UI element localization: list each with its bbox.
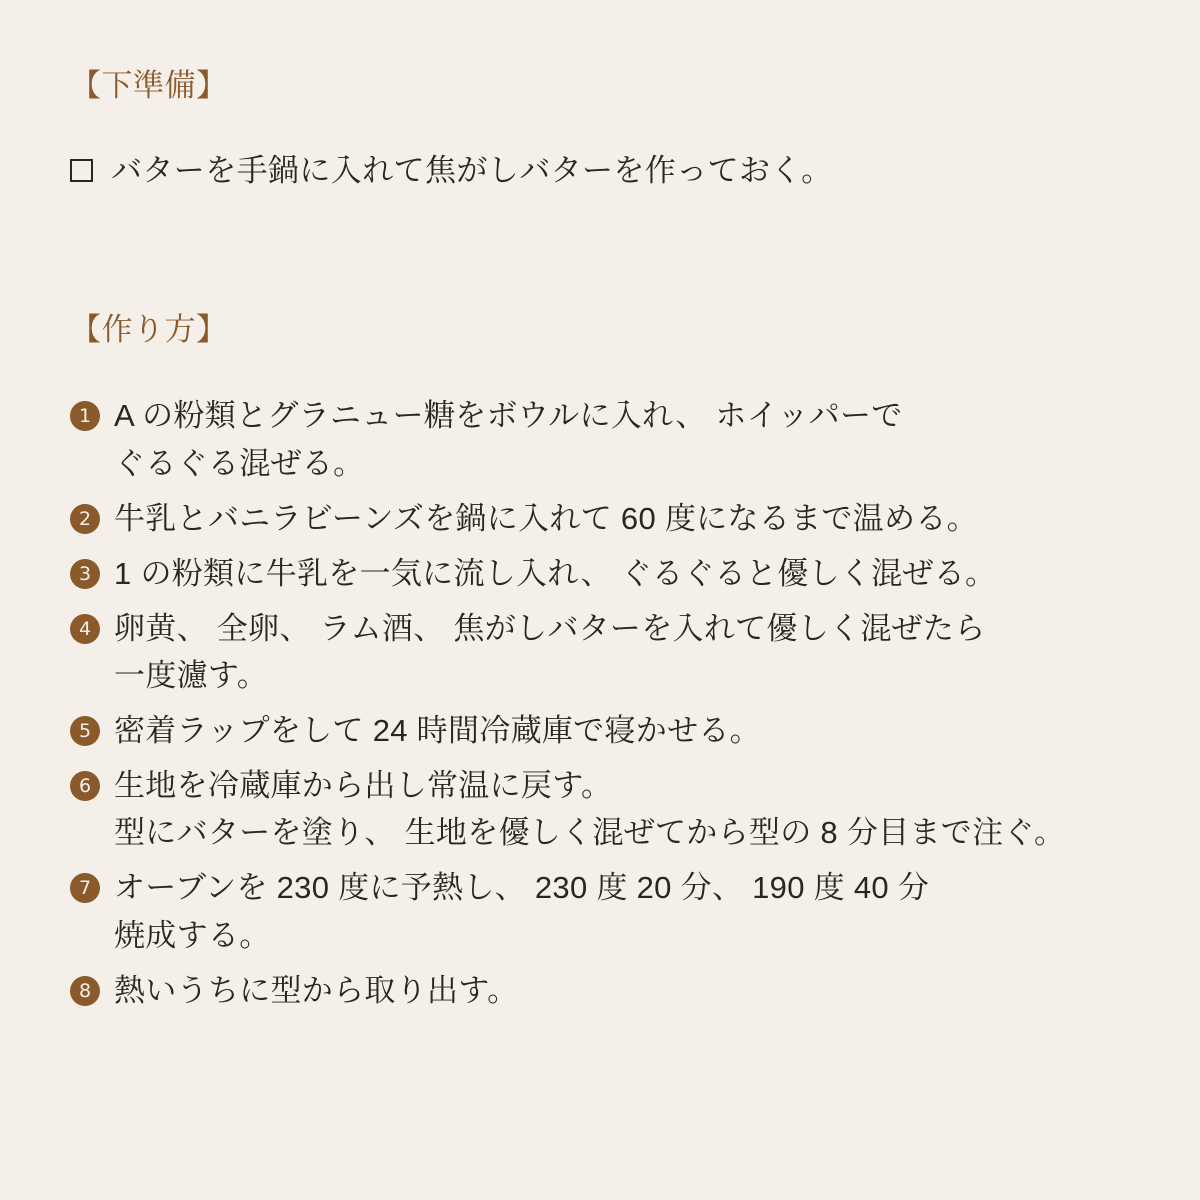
prep-item-text: バターを手鍋に入れて焦がしバターを作っておく。 bbox=[111, 153, 833, 189]
step-text-line: 牛乳とバニラビーンズを鍋に入れて 60 度になるまで温める。 bbox=[114, 500, 978, 536]
prep-item[interactable] bbox=[70, 150, 1130, 192]
prep-section bbox=[70, 66, 1130, 192]
step-number-badge: 2 bbox=[70, 504, 100, 534]
step-text-line: 型にバターを塗り、 生地を優しく混ぜてから型の 8 分目まで注ぐ。 bbox=[114, 815, 1066, 851]
method-heading: 【作り方】 bbox=[70, 312, 228, 348]
step-text-line: A の粉類とグラニュー糖をボウルに入れ、 ホイッパーで bbox=[114, 398, 903, 434]
step-text-line: 生地を冷蔵庫から出し常温に戻す。 bbox=[114, 768, 613, 804]
step-item bbox=[70, 864, 1130, 958]
step-item bbox=[70, 605, 1130, 699]
method-section bbox=[70, 310, 1130, 1014]
step-text-line: 焼成する。 bbox=[114, 917, 271, 953]
step-number-badge: 7 bbox=[70, 873, 100, 903]
step-item bbox=[70, 762, 1130, 856]
step-text-line: 密着ラップをして 24 時間冷蔵庫で寝かせる。 bbox=[114, 713, 761, 749]
step-text bbox=[114, 550, 996, 597]
step-text-line: 熱いうちに型から取り出す。 bbox=[114, 972, 519, 1008]
step-number-badge: 4 bbox=[70, 614, 100, 644]
step-number-badge: 3 bbox=[70, 559, 100, 589]
step-item bbox=[70, 495, 1130, 542]
step-text-line: オーブンを 230 度に予熱し、 230 度 20 分、 190 度 40 分 bbox=[114, 870, 930, 906]
step-number-badge: 5 bbox=[70, 716, 100, 746]
step-item bbox=[70, 967, 1130, 1014]
step-text bbox=[114, 762, 1065, 856]
step-text bbox=[114, 495, 978, 542]
step-text bbox=[114, 605, 986, 699]
prep-heading: 【下準備】 bbox=[70, 68, 228, 103]
step-text-line: 卵黄、 全卵、 ラム酒、 焦がしバターを入れて優しく混ぜたら bbox=[114, 610, 986, 646]
checkbox-icon[interactable] bbox=[70, 159, 93, 182]
step-number-badge: 1 bbox=[70, 401, 100, 431]
prep-list bbox=[70, 150, 1130, 192]
method-heading-wrap bbox=[70, 310, 1130, 350]
step-text bbox=[114, 967, 518, 1014]
step-text bbox=[114, 392, 903, 486]
step-text bbox=[114, 864, 929, 958]
step-number-badge: 8 bbox=[70, 976, 100, 1006]
step-text bbox=[114, 707, 761, 754]
step-list bbox=[70, 392, 1130, 1013]
step-item bbox=[70, 392, 1130, 486]
step-item bbox=[70, 707, 1130, 754]
step-text-line: 1 の粉類に牛乳を一気に流し入れ、 ぐるぐると優しく混ぜる。 bbox=[114, 555, 997, 591]
step-text-line: ぐるぐる混ぜる。 bbox=[114, 445, 365, 481]
step-item bbox=[70, 550, 1130, 597]
step-number-badge: 6 bbox=[70, 771, 100, 801]
step-text-line: 一度濾す。 bbox=[114, 657, 269, 693]
